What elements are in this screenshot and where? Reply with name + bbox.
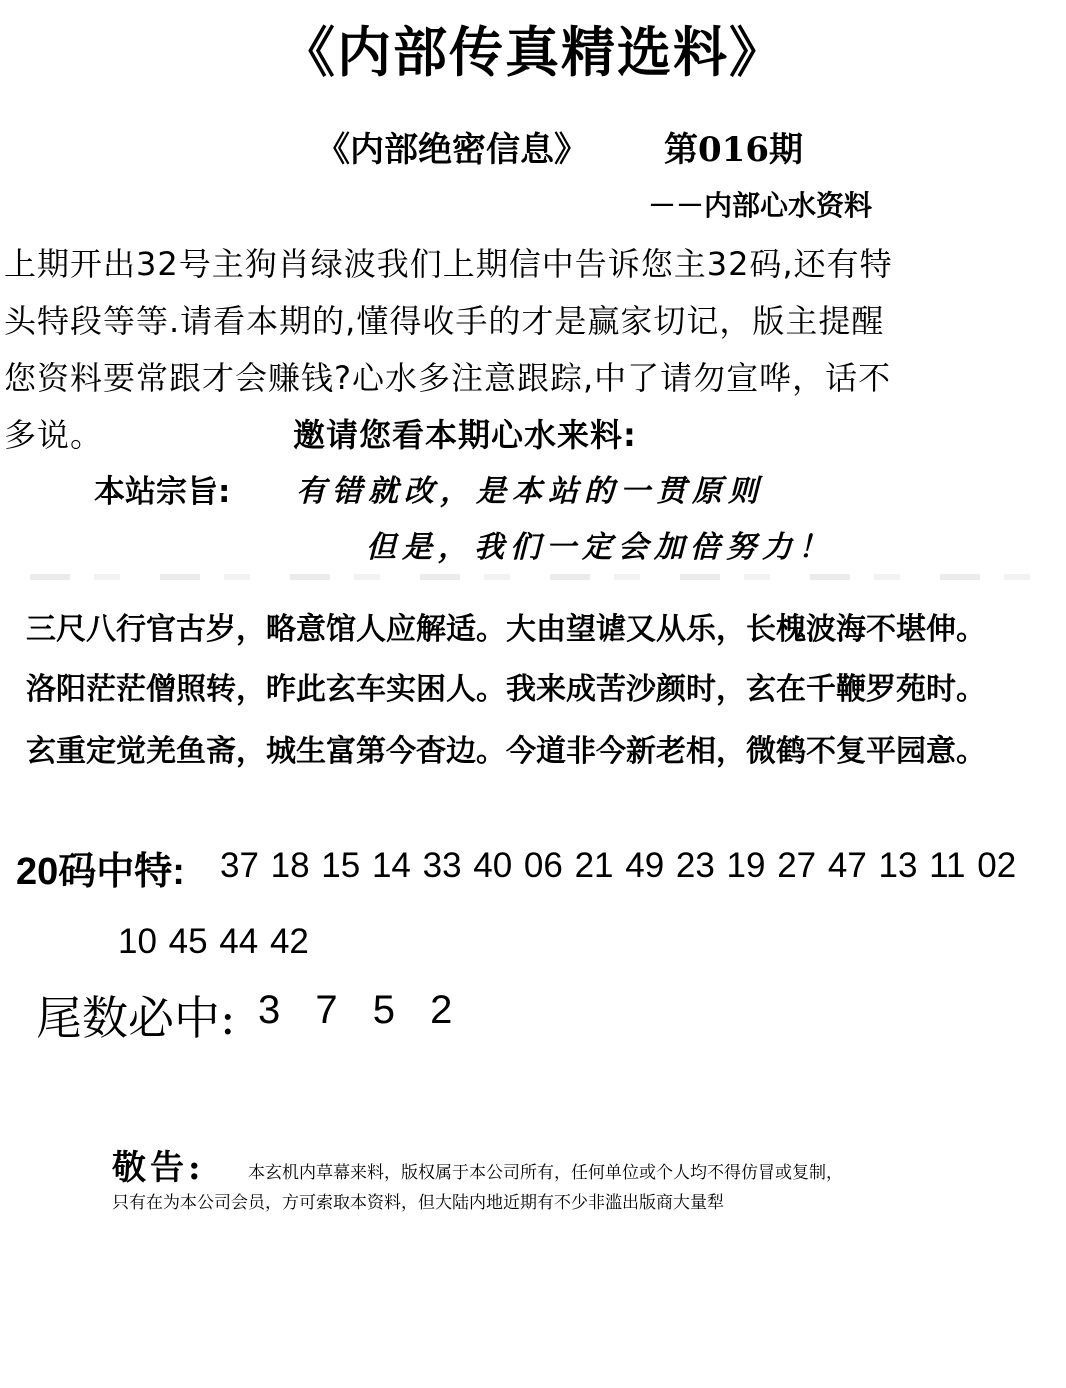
page-title: 《内部传真精选料》 <box>281 20 785 84</box>
codes-line-1: 37 18 15 14 33 40 06 21 49 23 19 27 47 13 11 02 <box>220 846 1017 885</box>
subtitle: 《内部绝密信息》 <box>316 130 588 170</box>
intro-line: 上期开出32号主狗肖绿波我们上期信中告诉您主32码,还有特 <box>4 245 893 283</box>
motto-line-1: 有错就改，是本站的一贯原则 <box>296 474 764 509</box>
source-label: －－内部心水资料 <box>648 189 873 222</box>
intro-line-end: 多说。 <box>4 416 104 454</box>
poem-line: 洛阳茫茫僧照转，昨此玄车实困人。我来成苦沙颜时，玄在千鞭罗苑时。 <box>26 672 986 707</box>
invite-text: 邀请您看本期心水来料: <box>293 416 637 454</box>
tail-digits-label: 尾数必中: <box>36 991 236 1045</box>
intro-line: 头特段等等.请看本期的,懂得收手的才是赢家切记，版主提醒 <box>4 302 885 340</box>
poem-line: 三尺八行官古岁，略意馆人应解适。大由望谑又从乐，长槐波海不堪伸。 <box>26 612 986 647</box>
motto-label: 本站宗旨: <box>94 474 231 510</box>
codes-label: 20码中特: <box>16 851 185 893</box>
notice-line-1: 本玄机内草幕来料，版权属于本公司所有，任何单位或个人均不得仿冒或复制， <box>248 1163 843 1183</box>
scan-artifact-divider <box>30 574 1040 580</box>
issue-number: 第016期 <box>664 130 803 170</box>
motto-line-2: 但是，我们一定会加倍努力！ <box>366 530 834 565</box>
intro-line: 您资料要常跟才会赚钱?心水多注意跟踪,中了请勿宣哗，话不 <box>4 359 892 397</box>
tail-digits-values: 3 7 5 2 <box>258 988 453 1032</box>
codes-line-2: 10 45 44 42 <box>118 922 309 961</box>
notice-label: 敬告: <box>112 1148 205 1188</box>
intro-paragraph <box>4 236 1064 464</box>
intro-line-last <box>4 407 1064 464</box>
poem-line: 玄重定觉羌鱼斋，城生富第今杳边。今道非今新老相，微鹤不复平园意。 <box>26 734 986 769</box>
notice-line-2: 只有在为本公司会员，方可索取本资料，但大陆内地近期有不少非滥出版商大量犁 <box>112 1193 724 1213</box>
